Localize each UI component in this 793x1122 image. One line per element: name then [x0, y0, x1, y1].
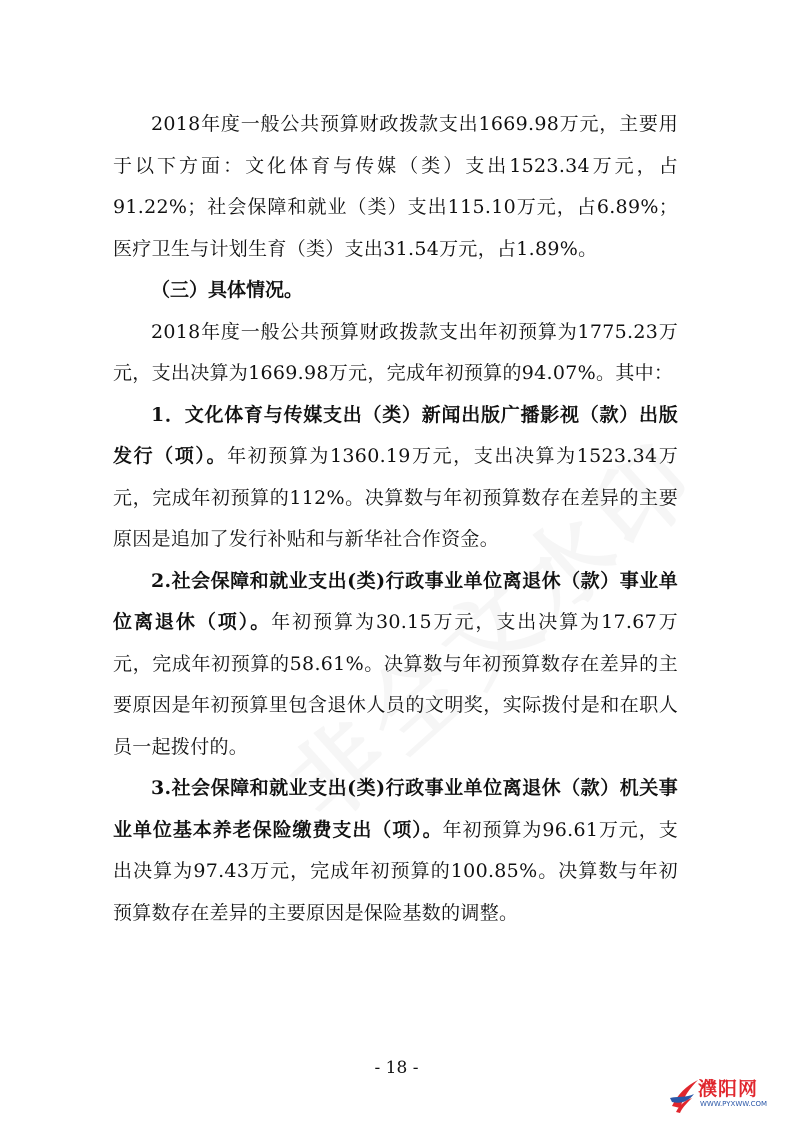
- site-logo[interactable]: [668, 1074, 790, 1118]
- paragraph-item-1: [113, 395, 678, 561]
- item-2-title: 2.社会保障和就业支出(类)行政事业单位离退休（款）事业单位离退休（项）。: [113, 569, 678, 633]
- item-1-text: 年初预算为1360.19万元，支出决算为1523.34万元，完成年初预算的112%。决算数与年初预算数存在差异的主要原因是追加了发行补贴和与新华社合作资金。: [113, 445, 678, 550]
- logo-url: WWW.PYXWW.COM: [700, 1100, 768, 1108]
- paragraph-item-3: [113, 768, 678, 934]
- paragraph-overview: 2018年度一般公共预算财政拨款支出年初预算为1775.23万元，支出决算为1669.98万元，完成年初预算的94.07%。其中：: [113, 320, 678, 384]
- logo-name: 濮阳网: [698, 1078, 759, 1100]
- item-3-title: 3.社会保障和就业支出(类)行政事业单位离退休（款）机关事业单位基本养老保险缴费支出（项）。: [113, 777, 678, 841]
- item-2-text: 年初预算为30.15万元，支出决算为17.67万元，完成年初预算的58.61%。决算数与年初预算数存在差异的主要原因是年初预算里包含退休人员的文明奖，实际拨付是和在职人员一起拨付的。: [113, 611, 678, 758]
- item-3-text: 年初预算为96.61万元，支出决算为97.43万元，完成年初预算的100.85%。决算数与年初预算数存在差异的主要原因是保险基数的调整。: [113, 818, 679, 924]
- document-body: [113, 104, 678, 934]
- swoosh-logo-icon: [668, 1076, 700, 1114]
- paragraph-summary: 2018年度一般公共预算财政拨款支出1669.98万元，主要用于以下方面：文化体育与传媒（类）支出1523.34万元，占91.22%；社会保障和就业（类）支出115.10万元，占6.89%；医疗卫生与计划生育（类）支出31.54万元，占1.89%。: [113, 113, 678, 260]
- page-number: - 18 -: [374, 1058, 419, 1078]
- item-1-title: 1．文化体育与传媒支出（类）新闻出版广播影视（款）出版发行（项）。: [113, 403, 678, 467]
- paragraph-item-2: [113, 561, 678, 769]
- section-heading: （三）具体情况。: [151, 279, 304, 301]
